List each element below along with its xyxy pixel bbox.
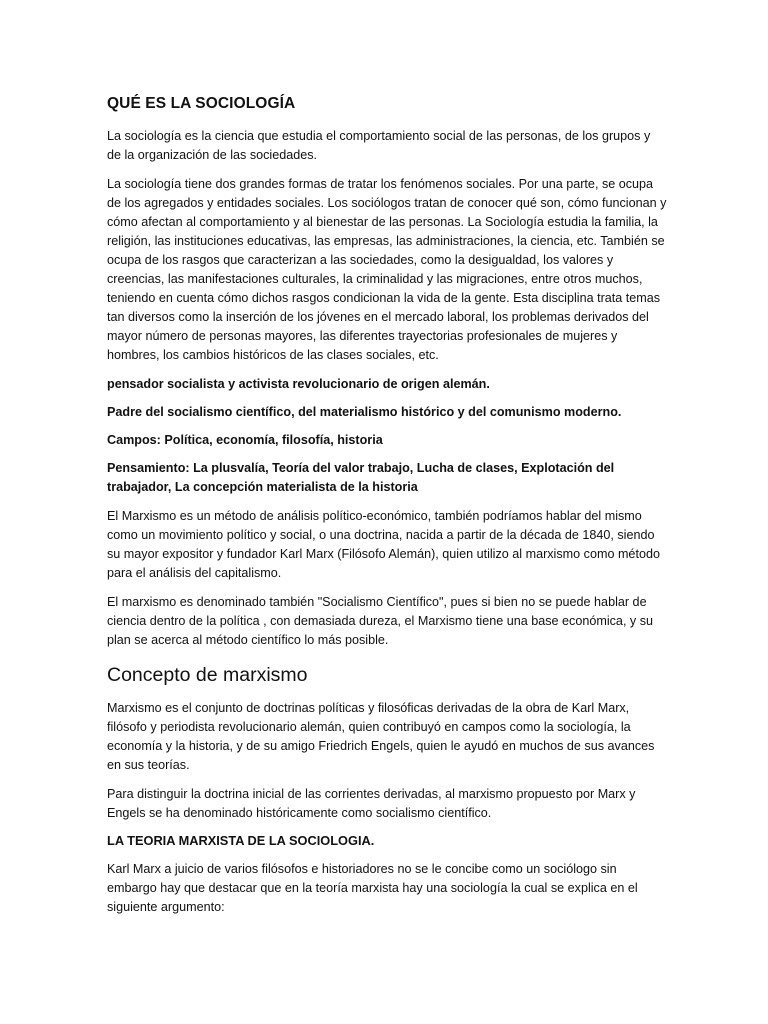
paragraph-marxism-method: El Marxismo es un método de análisis político-económico, también podríamos hablar del mismo como un movimiento político y social, o una doctrina, nacida a partir de la década de 1840, siendo su mayor expositor y fundador Karl Marx (Filósofo Alemán), quien utilizo al marxismo como método para el análisis del capitalismo. bbox=[107, 509, 660, 580]
paragraph-distinguish: Para distinguir la doctrina inicial de las corrientes derivadas, al marxismo propuesto por Marx y Engels se ha denominado históricamente como socialismo científico. bbox=[107, 787, 636, 820]
bold-line-father: Padre del socialismo científico, del materialismo histórico y del comunismo moderno. bbox=[107, 405, 622, 419]
paragraph-sociology-forms: La sociología tiene dos grandes formas de tratar los fenómenos sociales. Por una parte, se ocupa de los agregados y entidades sociales. Los sociólogos tratan de conocer qué son, cómo funcionan y cómo afectan al comportamiento y al bienestar de las personas. La Sociología estudia la familia, la religión, las instituciones educativas, las empresas, las administraciones, la ciencia, etc. También se ocupa de los rasgos que caracterizan a las sociedades, como la desigualdad, los valores y creencias, las manifestaciones culturales, la criminalidad y las migraciones, entre otros muchos, teniendo en cuenta cómo dichos rasgos condicionan la vida de la gente. Esta disciplina trata temas tan diversos como la inserción de los jóvenes en el mercado laboral, los problemas derivados del mayor número de personas mayores, las diferentes trayectorias profesionales de mujeres y hombres, los cambios históricos de las clases sociales, etc. bbox=[107, 177, 667, 362]
bold-line-fields: Campos: Política, economía, filosofía, historia bbox=[107, 433, 383, 447]
bold-line-thinker: pensador socialista y activista revolucionario de origen alemán. bbox=[107, 377, 490, 391]
document-title: QUÉ ES LA SOCIOLOGÍA bbox=[107, 95, 296, 112]
paragraph-definition: La sociología es la ciencia que estudia el comportamiento social de las personas, de los grupos y de la organización de las sociedades. bbox=[107, 129, 651, 162]
bold-line-thought: Pensamiento: La plusvalía, Teoría del valor trabajo, Lucha de clases, Explotación del trabajador, La concepción materialista de la historia bbox=[107, 461, 615, 494]
caps-section-title: LA TEORIA MARXISTA DE LA SOCIOLOGIA. bbox=[107, 833, 375, 848]
paragraph-marx-sociologist: Karl Marx a juicio de varios filósofos e historiadores no se le concibe como un sociólogo sin embargo hay que destacar que en la teoría marxista hay una sociología la cual se explica en el siguiente argumento: bbox=[107, 862, 638, 914]
paragraph-scientific-socialism: El marxismo es denominado también "Socialismo Científico", pues si bien no se puede hablar de ciencia dentro de la política , con demasiada dureza, el Marxismo tiene una base económica, y su plan se acerca al método científico lo más posible. bbox=[107, 595, 654, 647]
document-page bbox=[107, 95, 667, 927]
section-title: Concepto de marxismo bbox=[107, 664, 308, 686]
paragraph-marxism-concept: Marxismo es el conjunto de doctrinas políticas y filosóficas derivadas de la obra de Karl Marx, filósofo y periodista revolucionario alemán, quien contribuyó en campos como la sociología, la economía y la historia, y de su amigo Friedrich Engels, quien le ayudó en muchos de sus avances en sus teorías. bbox=[107, 701, 655, 772]
